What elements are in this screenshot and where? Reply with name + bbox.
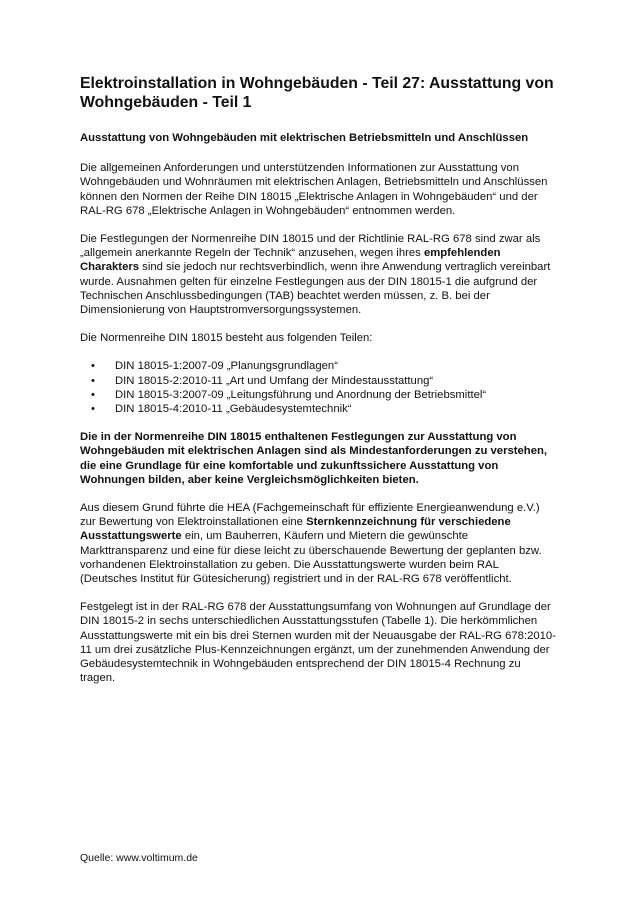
list-item [91, 359, 558, 373]
paragraph-intro: Die allgemeinen Anforderungen und unterstützenden Informationen zur Ausstattung von Wohngebäuden und Wohnräumen mit elektrischen Anlagen, Betriebsmitteln und Anschlüssen können den Normen der Reihe DIN 18015 „Elektrische Anlagen in Wohngebäuden“ und der RAL-RG 678 „Elektrische Anlagen in Wohngebäuden“ entnommen werden. [80, 162, 548, 217]
bullet-icon: • [91, 360, 95, 373]
list-item-text: DIN 18015-2:2010-11 „Art und Umfang der Mindestausstattung“ [115, 374, 434, 387]
bullet-icon: • [91, 403, 95, 416]
paragraph-star-rating-text-2: ein, um Bauherren, Käufern und Mietern die gewünschte Markttransparenz und eine für diese leicht zu überschauende Bewertung der geplanten bzw. vorhandenen Elektroinstallation zu geben. Die Ausstattungswerte wurden beim RAL (Deutsches Institut für Gütesicherung) registriert und in der RAL-RG 678 veröffentlicht. [80, 530, 542, 586]
list-item [91, 374, 558, 388]
paragraph-regulations-bold: empfehlenden Charakters [80, 247, 501, 274]
paragraph-minimum-requirements: Die in der Normenreihe DIN 18015 enthaltenen Festlegungen zur Ausstattung von Wohngebäuden mit elektrischen Anlagen sind als Mindestanforderungen zu verstehen, die eine Grundlage für eine komfortable und zukunftssichere Ausstattung von Wohnungen bilden, aber keine Vergleichsmöglichkeiten bieten. [80, 431, 548, 486]
paragraph-star-rating-bold: Sternkennzeichnung für verschiedene Ausstattungswerte [80, 516, 511, 543]
list-item-text: DIN 18015-4:2010-11 „Gebäudesystemtechnik“ [115, 403, 352, 416]
paragraph-regulations [80, 232, 558, 317]
paragraph-regulations-text-1: Die Festlegungen der Normenreihe DIN 18015 und der Richtlinie RAL-RG 678 sind zwar als „allgemein anerkannte Regeln der Technik“ anzusehen, wegen ihres [80, 233, 541, 260]
paragraph-equipment-levels: Festgelegt ist in der RAL-RG 678 der Ausstattungsumfang von Wohnungen auf Grundlage der DIN 18015-2 in sechs unterschiedlichen Ausstattungsstufen (Tabelle 1). Die herkömmlichen Ausstattungswerte mit ein bis drei Sternen wurden mit der Neuausgabe der RAL-RG 678:2010-11 um drei zusätzliche Plus-Kennzeichnungen ergänzt, um der zunehmenden Anwendung der Gebäudesystemtechnik in Wohngebäuden entsprechend der DIN 18015-4 Rechnung zu tragen. [80, 601, 556, 685]
list-item [91, 402, 558, 416]
standards-list [80, 359, 558, 416]
bullet-icon: • [91, 374, 95, 387]
document-subtitle: Ausstattung von Wohngebäuden mit elektrischen Betriebsmitteln und Anschlüssen [80, 132, 529, 144]
source-footer: Quelle: www.voltimum.de [80, 852, 198, 864]
list-item-text: DIN 18015-3:2007-09 „Leitungsführung und Anordnung der Betriebsmittel“ [115, 388, 487, 401]
list-item [91, 388, 558, 402]
paragraph-star-rating [80, 501, 558, 586]
paragraph-regulations-text-2: sind sie jedoch nur rechtsverbindlich, wenn ihre Anwendung vertraglich vereinbart wurde. Ausnahmen gelten für einzelne Festlegungen aus der DIN 18015-1 die aufgrund der Technischen Anschlussbedingungen (TAB) beachtet werden müssen, z. B. bei der Dimensionierung von Hauptstromversorgungssystemen. [80, 261, 551, 317]
paragraph-star-rating-text-1: Aus diesem Grund führte die HEA (Fachgemeinschaft für effiziente Energieanwendung e.V.) zur Bewertung von Elektroinstallationen eine [80, 502, 540, 529]
document-title: Elektroinstallation in Wohngebäuden - Teil 27: Ausstattung von Wohngebäuden - Teil 1 [80, 75, 554, 111]
list-item-text: DIN 18015-1:2007-09 „Planungsgrundlagen“ [115, 360, 338, 373]
paragraph-series-intro: Die Normenreihe DIN 18015 besteht aus folgenden Teilen: [80, 332, 373, 345]
bullet-icon: • [91, 388, 95, 401]
